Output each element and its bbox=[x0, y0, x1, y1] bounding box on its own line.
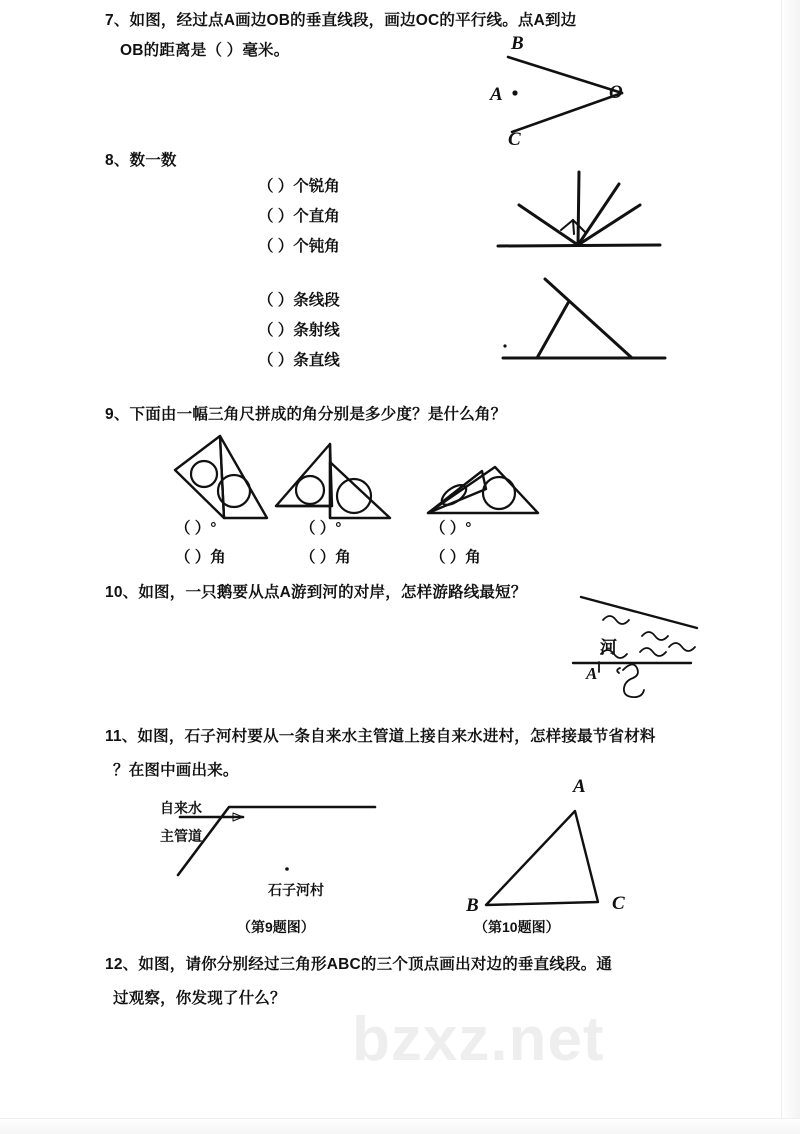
question-7-line-1: 7、如图，经过点A画边OB的垂直线段，画边OC的平行线。点A到边 bbox=[105, 12, 577, 29]
page-edge-right bbox=[781, 0, 800, 1134]
figure-river-goose bbox=[495, 592, 700, 697]
label-point-a: A bbox=[490, 84, 503, 105]
q8-blank-acute: （ ）个锐角 bbox=[258, 178, 340, 195]
caption-figure-10: （第10题图） bbox=[474, 919, 560, 935]
q8-blank-line: （ ）条直线 bbox=[258, 352, 340, 369]
question-12-line-2: 过观察，你发现了什么？ bbox=[113, 990, 286, 1007]
figure-ray-fan bbox=[495, 172, 670, 262]
question-12-line-1: 12、如图，请你分别经过三角形ABC的三个顶点画出对边的垂直线段。通 bbox=[105, 956, 613, 973]
question-11-line-1: 11、如图，石子河村要从一条自来水主管道上接自来水进村，怎样接最节省材料 bbox=[105, 728, 656, 745]
label-pipe-line-2: 主管道 bbox=[160, 828, 202, 844]
label-triangle-a: A bbox=[573, 776, 586, 797]
q8-blank-ray: （ ）条射线 bbox=[258, 322, 340, 339]
q8-blank-right: （ ）个直角 bbox=[258, 208, 340, 225]
watermark: bzxz.net bbox=[352, 1005, 605, 1074]
q8-blank-obtuse: （ ）个钝角 bbox=[258, 238, 340, 255]
label-river-point-a: A bbox=[586, 664, 598, 683]
label-pipe-line-1: 自来水 bbox=[160, 800, 202, 816]
q9-slot-1-degree: （ ）° bbox=[175, 520, 217, 537]
question-8-line-1: 8、数一数 bbox=[105, 152, 177, 169]
question-9-line-1: 9、下面由一幅三角尺拼成的角分别是多少度？是什么角？ bbox=[105, 406, 507, 423]
q9-slot-1-kind: （ ）角 bbox=[175, 549, 226, 566]
label-point-o: O bbox=[609, 82, 623, 103]
figure-water-pipe bbox=[175, 795, 395, 890]
q9-slot-2-kind: （ ）角 bbox=[300, 549, 351, 566]
figure-triangle-extended bbox=[495, 272, 675, 367]
q9-slot-3-kind: （ ）角 bbox=[430, 549, 481, 566]
question-11-line-2: ？在图中画出来。 bbox=[113, 762, 239, 779]
label-point-b: B bbox=[511, 33, 524, 54]
caption-figure-9: （第9题图） bbox=[237, 919, 315, 935]
figure-ruler-pair-2 bbox=[272, 434, 402, 524]
label-triangle-b: B bbox=[466, 895, 479, 916]
question-10-line-1: 10、如图，一只鹅要从点A游到河的对岸，怎样游路线最短？ bbox=[105, 584, 527, 601]
q9-slot-2-degree: （ ）° bbox=[300, 520, 342, 537]
label-river: 河 bbox=[600, 638, 617, 657]
label-village: 石子河村 bbox=[268, 882, 324, 898]
q9-slot-3-degree: （ ）° bbox=[430, 520, 472, 537]
question-7-line-2: OB的距离是（ ）毫米。 bbox=[120, 42, 290, 59]
q8-blank-segment: （ ）条线段 bbox=[258, 292, 340, 309]
label-triangle-c: C bbox=[612, 893, 625, 914]
page-edge-bottom bbox=[0, 1118, 800, 1134]
label-point-c: C bbox=[508, 129, 521, 150]
